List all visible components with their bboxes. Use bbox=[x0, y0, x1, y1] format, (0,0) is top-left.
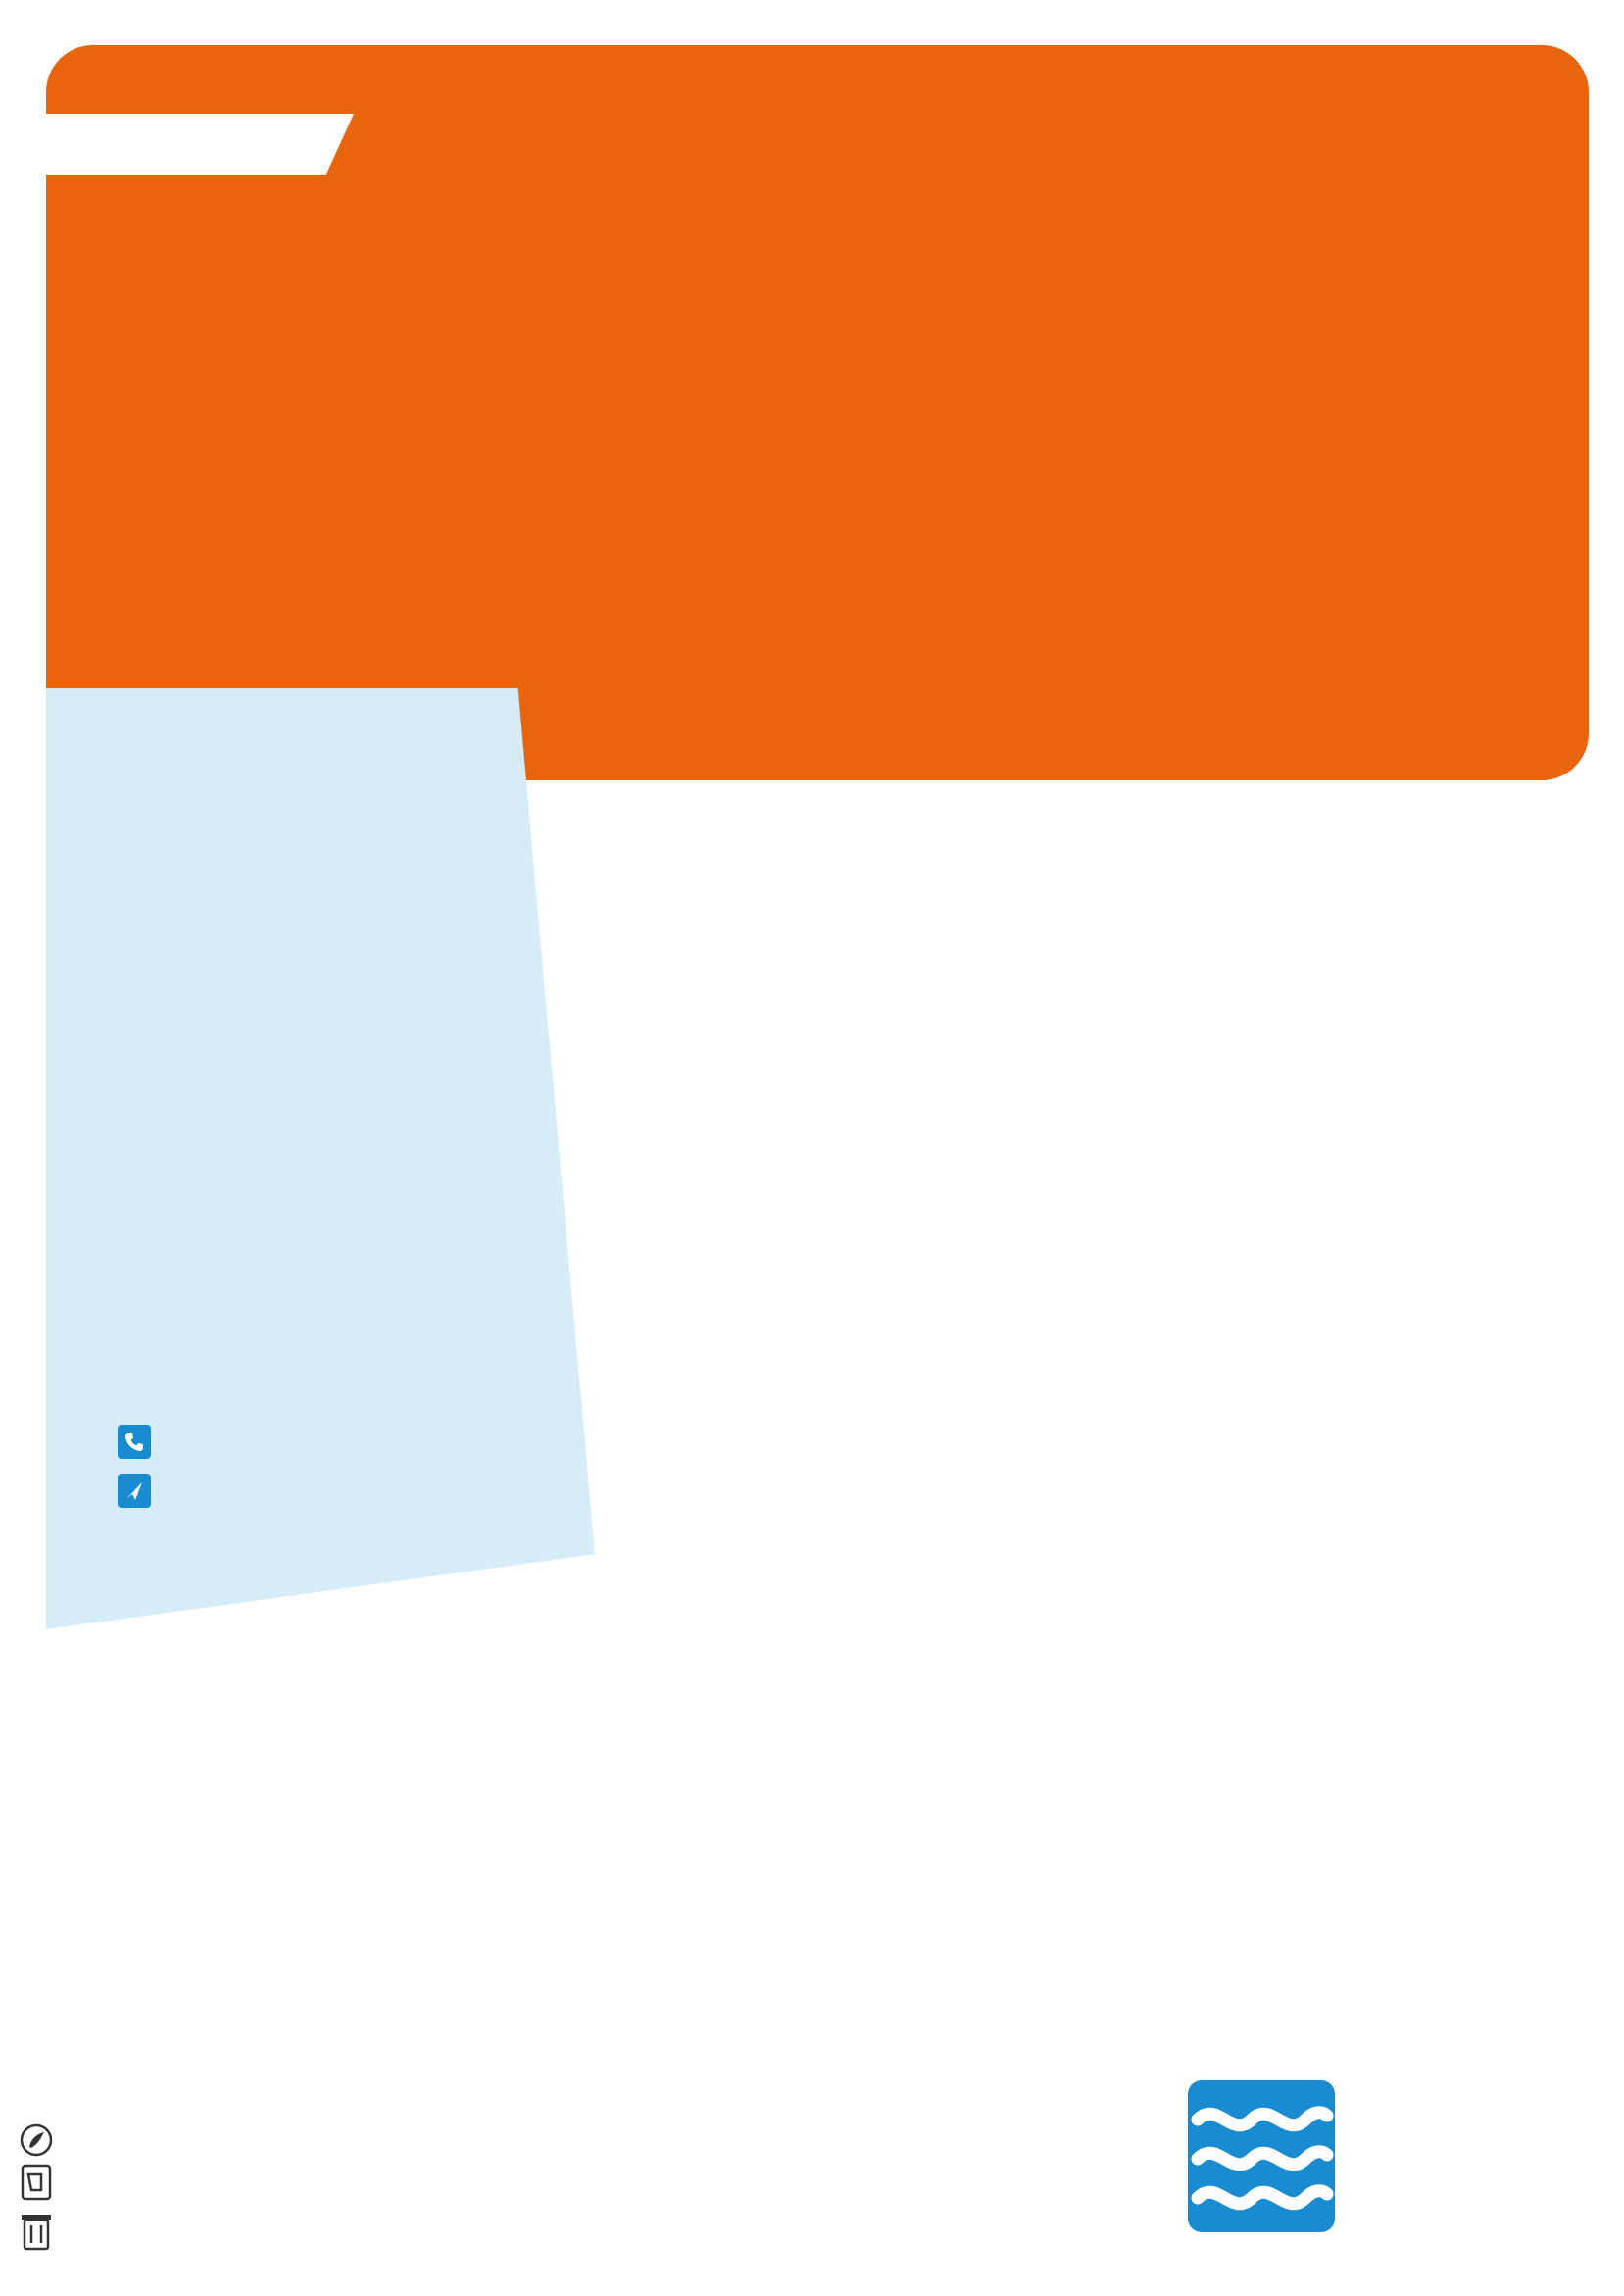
val-de-marne-logo-icon bbox=[1188, 2080, 1335, 2232]
phone-icon bbox=[118, 1425, 151, 1459]
info-travaux-tag bbox=[46, 114, 354, 175]
divider-stripes bbox=[118, 1363, 372, 1392]
page-title bbox=[118, 284, 1451, 384]
trash-bin-icon bbox=[20, 2210, 53, 2253]
cursor-arrow-icon bbox=[118, 1474, 151, 1508]
website-link[interactable] bbox=[118, 1474, 161, 1508]
recycle-paper-icon bbox=[20, 2163, 53, 2202]
eco-label-icon bbox=[20, 2123, 53, 2157]
divider-stripes bbox=[118, 1114, 372, 1143]
decorative-stripes bbox=[361, 114, 910, 175]
phone-contact[interactable] bbox=[118, 1425, 167, 1459]
